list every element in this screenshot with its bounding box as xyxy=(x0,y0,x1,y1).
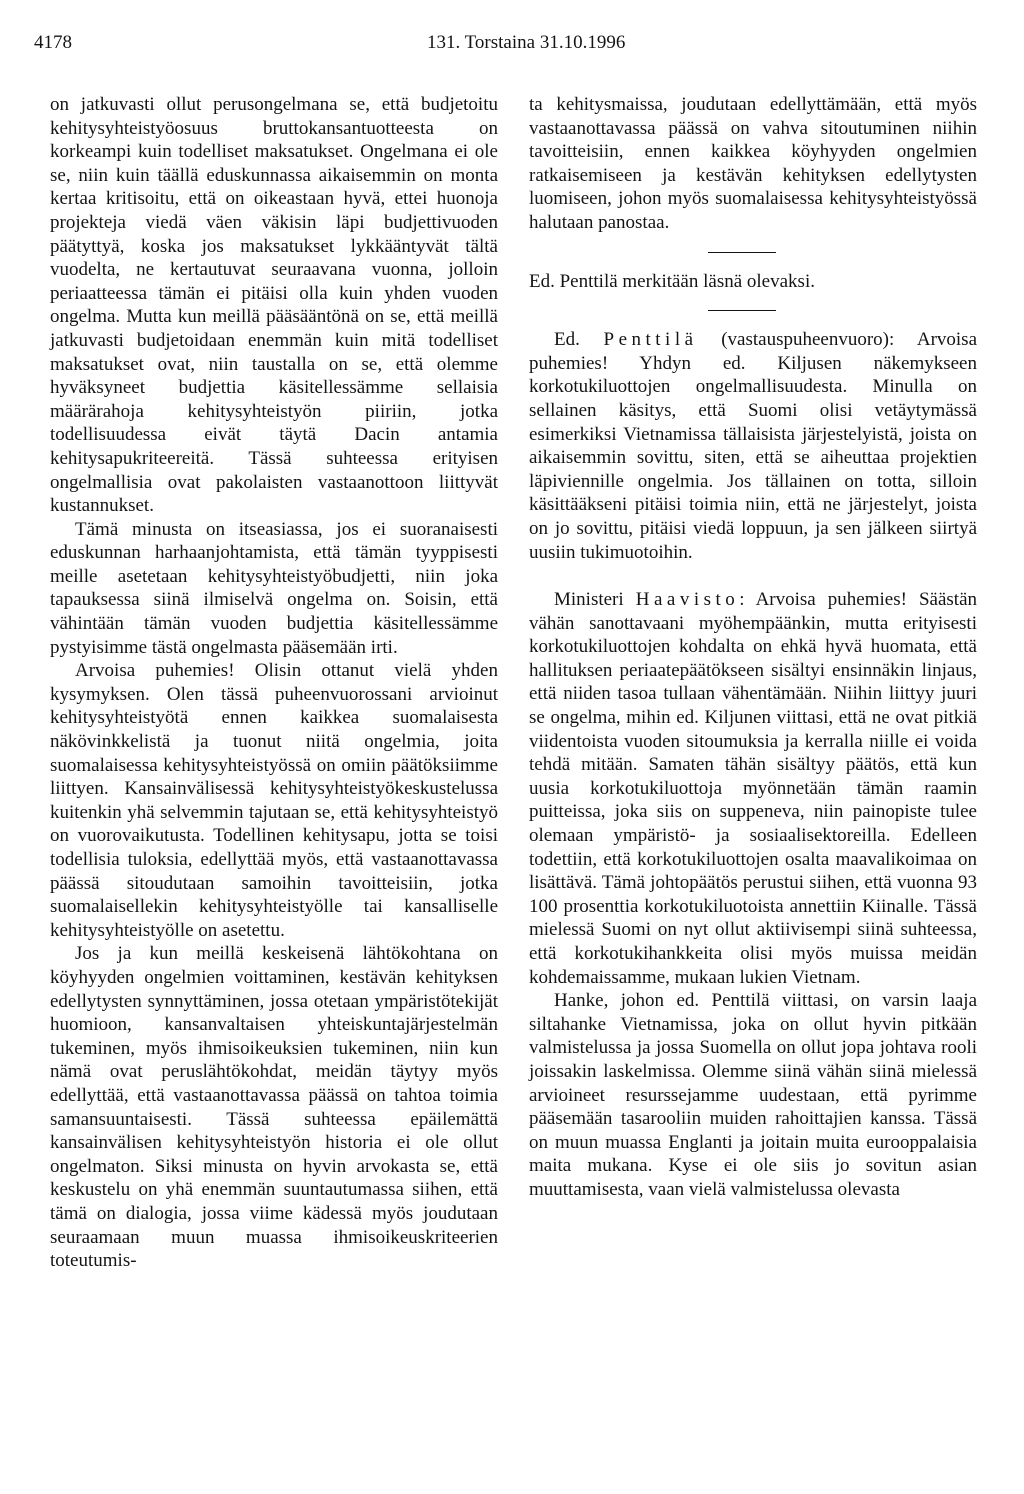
attendance-notice: Ed. Penttilä merkitään läsnä olevaksi. xyxy=(529,270,815,292)
paragraph: ta kehitysmaissa, joudutaan edellyttämään, että myös vastaanottavassa päässä on vahva sitoutuminen niihin tavoitteisiin, ennen kaikkea köyhyyden ongelmien ratkaisemiseen ja kestävän kehityksen edellytysten luomiseen, johon myös suomalaisessa kehitysyhteistyössä halutaan panostaa. xyxy=(529,94,977,233)
speech-penttila xyxy=(529,328,977,564)
paragraph: on jatkuvasti ollut perusongelmana se, että budjetoitu kehitysyhteistyöosuus bruttokansantuotteesta on korkeampi kuin todelliset maksatukset. Ongelmana ei ole se, niin kuin täällä eduskunnassa aikaisemmin on monta kertaa kritisoitu, että on oikeastaan hyvä, ettei huonoja projekteja viedä väen väkisin läpi budjettivuoden päätyttyä, koska jos maksatukset lykkääntyvät tältä vuodelta, ne kertautuvat seuraavana vuonna, jolloin periaatteessa tämän ei pitäisi olla kuin yhden vuoden ongelma. Mutta kun meillä pääsääntönä on se, että meillä jatkuvasti budjetoidaan enemmän kuin mitä todelliset maksatukset ovat, niin taustalla on se, että olemme hyväksyneet budjettia käsitellessämme sellaisia määrärahoja kehitysyhteistyön piiriin, jotka todellisuudessa eivät täytä Dacin antamia kehitysapukriteereitä. Tässä suhteessa erityisen ongelmallisia ovat pakolaisten vastaanottoon liittyvät kustannukset. xyxy=(50,94,498,517)
left-column xyxy=(50,93,498,1273)
paragraph: Hanke, johon ed. Penttilä viittasi, on varsin laaja siltahanke Vietnamissa, joka on ollut hyvin pitkään valmistelussa ja jossa Suomella on ollut jopa johtava rooli joissakin laskelmissa. Olemme siinä vähän siinä mielessä arvioineet resurssejamme uudestaan, että pyrimme pääsemään tasarooliin muiden rahoittajien kanssa. Tässä on muun muassa Englanti ja joitain muita eurooppalaisia maita mukana. Kyse ei ole siis jo sovitun asian muuttamisesta, vaan vielä valmistelussa olevasta xyxy=(529,990,977,1200)
paragraph: Jos ja kun meillä keskeisenä lähtökohtana on köyhyyden ongelmien voittaminen, kestävän kehityksen edellytysten synnyttäminen, jossa otetaan ympäristötekijät huomioon, kansanvaltaisen yhteiskuntajärjestelmän tukeminen, myös ihmisoikeuksien tukeminen, niin kun nämä ovat peruslähtökohdat, meidän täytyy myös edellyttää, että vastaanottavassa päässä on tahtoa toimia samansuuntaisesti. Tässä suhteessa epäilemättä kansainvälisen kehitysyhteistyön historia ei ole ollut ongelmaton. Siksi minusta on hyvin arvokasta se, että keskustelu on yhä enemmän suuntautumassa siihen, että tämä on dialogia, jossa viime kädessä myös joudutaan seuraamaan muun muassa ihmisoikeuskriteerien toteutumis- xyxy=(50,943,498,1272)
speaker-title: Ministeri xyxy=(554,589,624,611)
section-divider xyxy=(708,310,776,311)
speech-text: : Arvoisa puhemies! Säästän vähän sanottavaani myöhempäänkin, mutta erityisesti korkotukiluottojen kohdalta on ehkä hyvä huomata, että hallituksen periaatepäätökseen sisältyi ensinnäkin linjaus, että niiden tasoa tullaan vähentämään. Niihin liittyy juuri se ongelma, mihin ed. Kiljunen viittasi, että ne ovat pitkiä viidentoista vuoden sitoumuksia ja kerralla niille ei voida tehdä mitään. Samaten tähän sisältyy päätös, että kun uusia korkotukiluottoja myönnetään tämän raamin puitteissa, joka siis on suppeneva, niin painopiste tulee olemaan ympäristö- ja sosiaalisektoreilla. Edelleen todettiin, että korkotukiluottojen osalta maavalikoimaa on lisättävä. Tämä johtopäätös perustui siihen, että vuonna 93 100 prosenttia korkotukiluotoista annettiin Kiinalle. Tässä mielessä Suomi on nyt ollut aktiivisempi siinä suhteessa, että korkotukihankkeita olisi myös muissa meidän kohdemaissamme, mukaan lukien Vietnam. xyxy=(529,589,978,988)
page-number: 4178 xyxy=(34,32,72,53)
section-divider xyxy=(708,252,776,253)
right-column xyxy=(529,93,977,1202)
speaker-name: Penttilä xyxy=(603,329,698,351)
speech-haavisto xyxy=(529,588,977,989)
session-info: 131. Torstaina 31.10.1996 xyxy=(427,32,626,53)
paragraph: Arvoisa puhemies! Olisin ottanut vielä yhden kysymyksen. Olen tässä puheenvuorossani arvioinut kehitysyhteistyötä ennen kaikkea suomalaisesta näkövinkkelistä ja tuonut niitä ongelmia, joita suomalaisessa kehitysyhteistyössä on omiin päätöksiimme liittyen. Kansainvälisessä kehitysyhteistyökeskustelussa kuitenkin yhä selvemmin tajutaan se, että kehitysyhteistyö on vuorovaikutusta. Todellinen kehitysapu, jotta se toisi todellisia tuloksia, edellyttää myös, että vastaanottavassa päässä sitoudutaan samoihin tavoitteisiin, jotka suomalaisellekin kehitysyhteistyölle tai kansalliselle kehitysyhteistyölle on asetettu. xyxy=(50,660,498,941)
speaker-title: Ed. xyxy=(554,329,580,351)
page-header xyxy=(34,30,992,56)
paragraph: Tämä minusta on itseasiassa, jos ei suoranaisesti eduskunnan harhaanjohtamista, että tämän tyyppisesti meille asetetaan kehitysyhteistyöbudjetti, niin joka tapauksessa siinä ilmiselvä ongelma on. Soisin, että vähintään tämän vuoden budjettia käsitellessämme pystyisimme tästä ongelmasta pääsemään irti. xyxy=(50,518,498,658)
speech-text: (vastauspuheenvuoro): Arvoisa puhemies! Yhdyn ed. Kiljusen näkemykseen korkotukiluottojen ongelmallisuudesta. Minulla on sellainen käsitys, että Suomi olisi vetäytymässä esimerkiksi Vietnamissa tällaisista järjestelyistä, joista on aikaisemmin sovittu, siten, että se aiheuttaa projektien läpiviennille ongelmia. Jos tällainen on totta, silloin käsittääkseni pitäisi toimia niin, että ne järjestelyt, joista on jo sovittu, pitäisi viedä loppuun, ja sen jälkeen siirtyä uusiin tukimuotoihin. xyxy=(529,329,978,563)
speaker-name: Haavisto xyxy=(635,589,740,611)
